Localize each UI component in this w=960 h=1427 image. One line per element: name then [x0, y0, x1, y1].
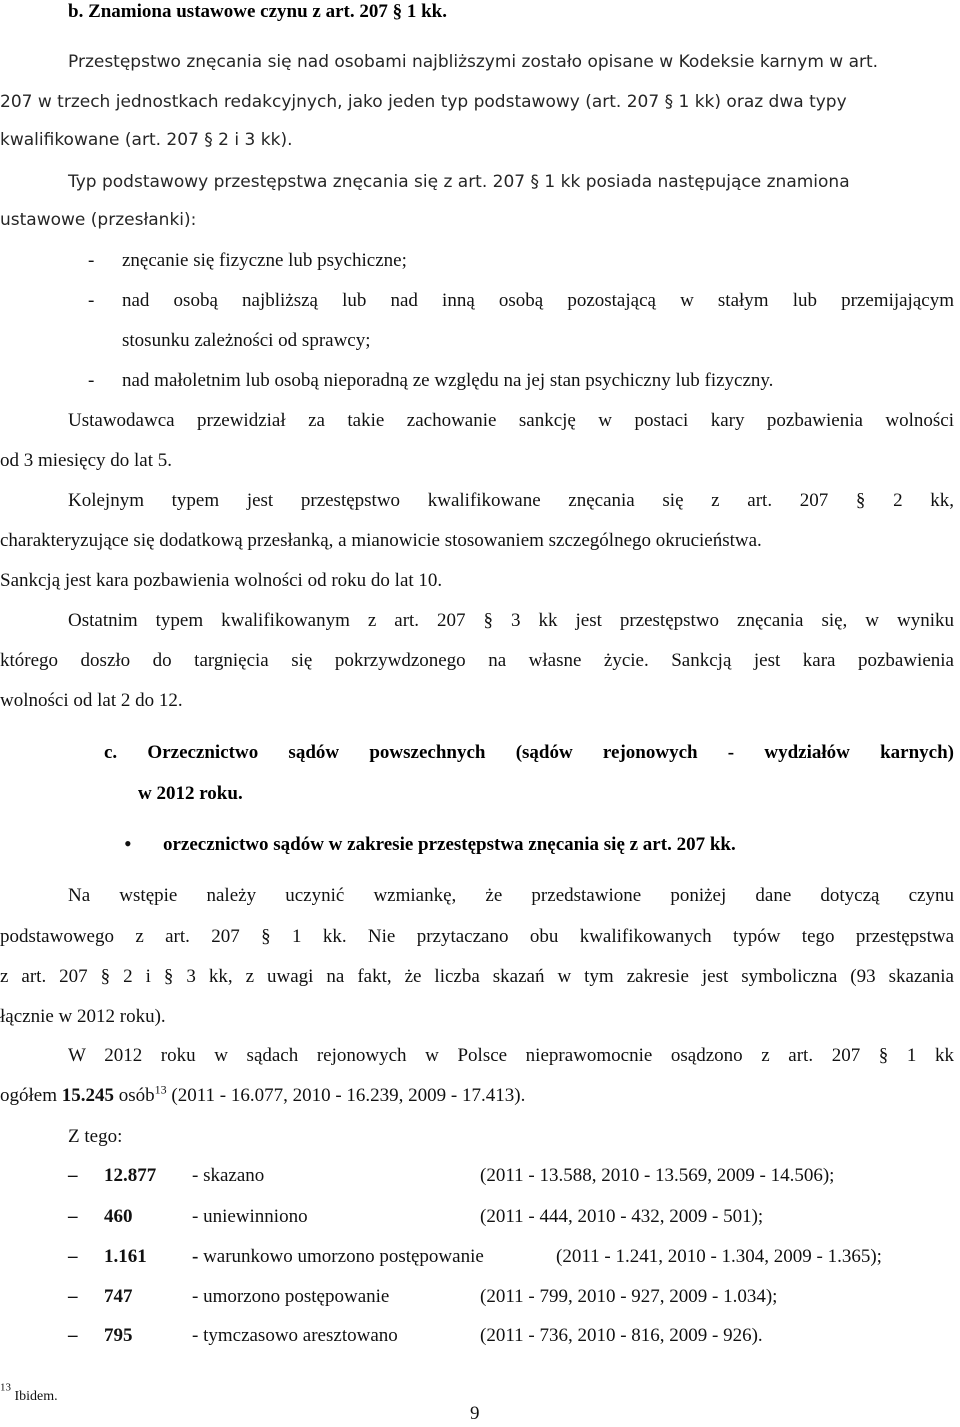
stat-history: (2011 - 13.588, 2010 - 13.569, 2009 - 14.506);: [480, 1165, 835, 1186]
stat-label: - tymczasowo aresztowano: [192, 1325, 398, 1346]
dash-icon: –: [68, 1246, 78, 1267]
list-item-text: nad małoletnim lub osobą nieporadną ze względu na jej stan psychiczny lub fizyczny.: [122, 370, 774, 391]
stat-label: - umorzono postępowanie: [192, 1286, 390, 1307]
paragraph-line: Na wstępie należy uczynić wzmiankę, że przedstawione poniżej dane dotyczą czynu: [68, 885, 954, 906]
paragraph-line: Sankcją jest kara pozbawienia wolności od roku do lat 10.: [0, 570, 443, 591]
footnote-ref[interactable]: 13: [154, 1082, 167, 1097]
paragraph-line: W 2012 roku w sądach rejonowych w Polsce nieprawomocnie osądzono z art. 207 § 1 kk: [68, 1045, 954, 1066]
list-item-text: nad osobą najbliższą lub nad inną osobą pozostającą w stałym lub przemijającym: [122, 290, 954, 311]
stat-value: 747: [104, 1286, 133, 1307]
paragraph-line: Ustawodawca przewidział za takie zachowanie sankcję w postaci kary pozbawienia wolności: [68, 410, 954, 431]
paragraph-line: ustawowe (przesłanki):: [0, 210, 197, 230]
paragraph-line: od 3 miesięcy do lat 5.: [0, 450, 173, 471]
total-label: ogółem: [0, 1085, 57, 1106]
paragraph-line: [0, 1084, 525, 1108]
dash-icon: –: [68, 1206, 78, 1227]
paragraph-line: charakteryzujące się dodatkową przesłanką, a mianowicie stosowaniem szczególnego okrucieństwa.: [0, 530, 762, 551]
dash-icon: –: [68, 1325, 78, 1346]
paragraph-line: którego doszło do targnięcia się pokrzywdzonego na własne życie. Sankcją jest kara pozbawienia: [0, 650, 954, 671]
section-b-heading: b. Znamiona ustawowe czynu z art. 207 § 1 kk.: [68, 1, 447, 22]
paragraph-line: łącznie w 2012 roku).: [0, 1006, 166, 1027]
footnote-text: Ibidem.: [14, 1389, 58, 1404]
footnote: [0, 1381, 58, 1404]
paragraph-line: Typ podstawowy przestępstwa znęcania się z art. 207 § 1 kk posiada następujące znamiona: [68, 172, 850, 192]
stat-history: (2011 - 736, 2010 - 816, 2009 - 926).: [480, 1325, 763, 1346]
total-history: (2011 - 16.077, 2010 - 16.239, 2009 - 17.413).: [171, 1085, 526, 1106]
section-c-heading: c. Orzecznictwo sądów powszechnych (sądów rejonowych - wydziałów karnych): [104, 742, 954, 763]
stat-value: 795: [104, 1325, 133, 1346]
paragraph-line: Kolejnym typem jest przestępstwo kwalifikowane znęcania się z art. 207 § 2 kk,: [68, 490, 954, 511]
dash-icon: –: [68, 1286, 78, 1307]
paragraph-line: [0, 90, 955, 114]
list-item-text: stosunku zależności od sprawcy;: [122, 330, 371, 351]
paragraph-text: 207 w trzech jednostkach redakcyjnych, jako jeden typ podstawowy (art. 207 § 1 kk) oraz dwa typy: [0, 92, 847, 112]
paragraph-line: Ostatnim typem kwalifikowanym z art. 207 § 3 kk jest przestępstwo znęcania się, w wyniku: [68, 610, 954, 631]
list-item: -: [88, 250, 95, 271]
stat-history: (2011 - 799, 2010 - 927, 2009 - 1.034);: [480, 1286, 778, 1307]
bullet-icon: •: [124, 831, 132, 856]
total-value: 15.245: [61, 1085, 114, 1106]
stat-history: (2011 - 444, 2010 - 432, 2009 - 501);: [480, 1206, 764, 1227]
stat-history: (2011 - 1.241, 2010 - 1.304, 2009 - 1.365);: [556, 1246, 882, 1267]
z-tego-label: Z tego:: [68, 1126, 123, 1147]
paragraph-line: podstawowego z art. 207 § 1 kk. Nie przytaczano obu kwalifikowanych typów tego przestępstwa: [0, 926, 954, 947]
paragraph-line: z art. 207 § 2 i § 3 kk, z uwagi na fakt, że liczba skazań w tym zakresie jest symboliczna (93 skazania: [0, 966, 954, 987]
stat-value: 1.161: [104, 1246, 147, 1267]
footnote-number: 13: [0, 1381, 11, 1394]
section-c-heading: w 2012 roku.: [138, 783, 243, 804]
stat-label: - skazano: [192, 1165, 265, 1186]
stat-value: 460: [104, 1206, 133, 1227]
stat-label: - warunkowo umorzono postępowanie: [192, 1246, 484, 1267]
stat-label: - uniewinniono: [192, 1206, 308, 1227]
list-item: -: [88, 290, 95, 311]
page-number: 9: [470, 1403, 480, 1424]
dash-icon: –: [68, 1165, 78, 1186]
total-unit: osób: [118, 1085, 155, 1106]
paragraph-line: wolności od lat 2 do 12.: [0, 690, 183, 711]
bullet-item: orzecznictwo sądów w zakresie przestępstwa znęcania się z art. 207 kk.: [163, 834, 736, 855]
stat-value: 12.877: [104, 1165, 157, 1186]
paragraph-line: kwalifikowane (art. 207 § 2 i 3 kk).: [0, 130, 293, 150]
list-item: -: [88, 370, 95, 391]
paragraph-line: Przestępstwo znęcania się nad osobami najbliższymi zostało opisane w Kodeksie karnym w art.: [68, 52, 879, 72]
list-item-text: znęcanie się fizyczne lub psychiczne;: [122, 250, 407, 271]
